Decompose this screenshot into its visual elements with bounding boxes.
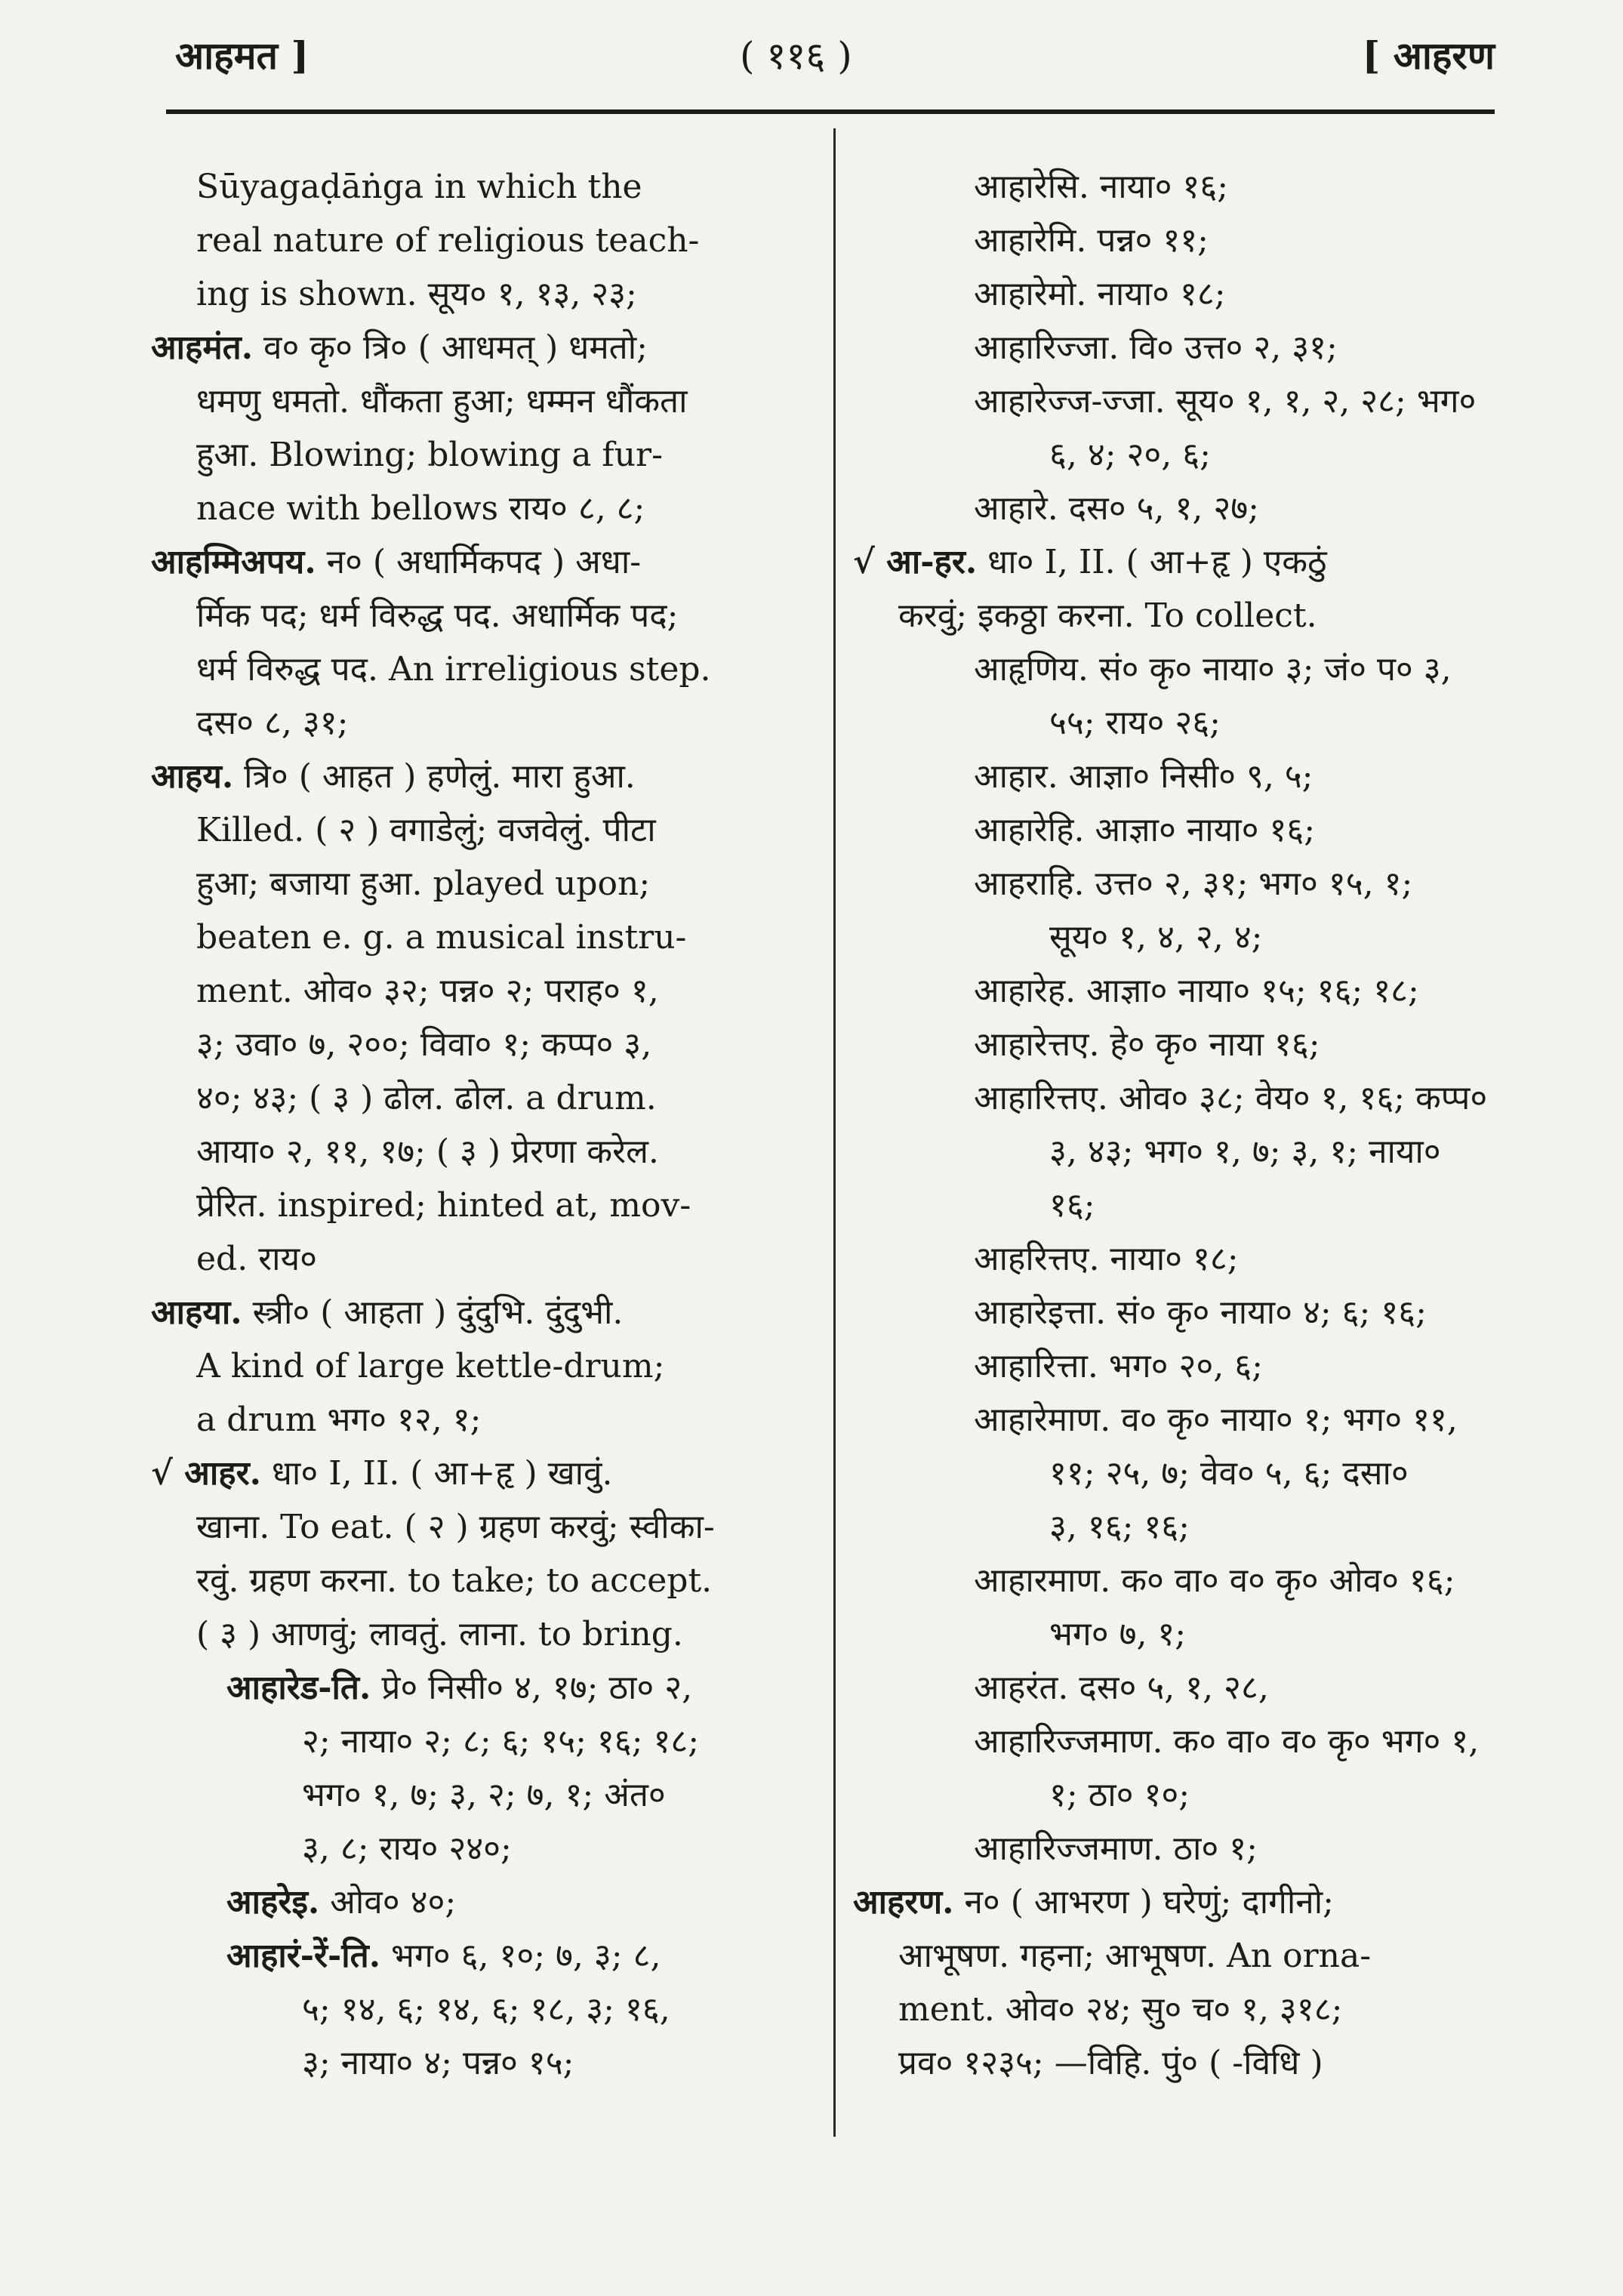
entry-line	[853, 1822, 1502, 1875]
entry-text: nace with bellows राय० ८, ८;	[196, 489, 645, 528]
entry-text: beaten e. g. a musical instru-	[196, 918, 687, 957]
entry-text: सूय० १, ४, २, ४;	[1049, 918, 1263, 957]
entry-text: ओव० ४०;	[319, 1883, 457, 1922]
entry-line	[151, 911, 815, 964]
entry-text: आहारे. दस० ५, १, २७;	[974, 489, 1259, 528]
entry-line	[151, 1232, 815, 1286]
entry-text: आहारेत्तए. हे० कृ० नाया १६;	[974, 1025, 1320, 1064]
entry-line	[853, 1125, 1502, 1179]
entry-line	[853, 696, 1502, 750]
entry-line	[853, 589, 1502, 643]
entry-text: भग० ६, १०; ७, ३; ८,	[380, 1937, 661, 1975]
entry-line	[853, 1286, 1502, 1339]
entry-line	[853, 911, 1502, 964]
entry-line	[853, 803, 1502, 857]
entry-line	[151, 1179, 815, 1232]
entry-line	[151, 1875, 815, 1929]
entry-text: ment. ओव० ३२; पन्न० २; पराह० १,	[196, 972, 659, 1010]
headword: √ आहर.	[151, 1454, 261, 1493]
entry-line	[151, 428, 815, 482]
headword: आहारेड-ति.	[226, 1669, 371, 1707]
entry-line	[151, 1500, 815, 1554]
entry-line	[151, 1822, 815, 1875]
headword: आहमंत.	[151, 328, 254, 367]
entry-text: ५५; राय० २६;	[1049, 704, 1221, 742]
entry-line	[853, 374, 1502, 428]
entry-line	[151, 160, 815, 214]
entry-line	[151, 482, 815, 535]
entry-text: न० ( अधार्मिकपद ) अधा-	[316, 543, 642, 581]
entry-text: ( ३ ) आणवुं; लावतुं. लाना. to bring.	[196, 1615, 683, 1653]
entry-text: भग० १, ७; ३, २; ७, १; अंत०	[302, 1776, 666, 1814]
entry-line	[853, 1929, 1502, 1983]
headword: आहरेइ.	[226, 1883, 320, 1922]
entry-line	[853, 482, 1502, 535]
entry-text: आहारित्ता. भग० २०, ६;	[974, 1347, 1263, 1385]
entry-line	[853, 1500, 1502, 1554]
entry-text: ३, ४३; भग० १, ७; ३, १; नाया०	[1049, 1133, 1441, 1171]
entry-line	[151, 1125, 815, 1179]
entry-line	[853, 535, 1502, 589]
entry-line	[151, 1393, 815, 1447]
entry-text: स्त्री० ( आहता ) दुंदुभि. दुंदुभी.	[242, 1293, 624, 1332]
entry-text: धा० I, II. ( आ+हृ ) खावुं.	[260, 1454, 613, 1493]
entry-line	[853, 267, 1502, 321]
entry-line	[853, 1232, 1502, 1286]
entry-line	[853, 643, 1502, 696]
entry-text: आहारिज्जमाण. ठा० १;	[974, 1829, 1258, 1868]
entry-text: २; नाया० २; ८; ६; १५; १६; १८;	[302, 1722, 700, 1761]
entry-text: आहारेमाण. व० कृ० नाया० १; भग० ११,	[974, 1401, 1458, 1439]
entry-line	[853, 160, 1502, 214]
entry-text: रवुं. ग्रहण करना. to take; to accept.	[196, 1561, 713, 1600]
entry-text: करवुं; इकठ्ठा करना. To collect.	[898, 596, 1317, 635]
entry-text: भग० ७, १;	[1049, 1615, 1187, 1653]
entry-text: न० ( आभरण ) घरेणुं; दागीनो;	[953, 1883, 1334, 1922]
entry-text: १६;	[1049, 1186, 1095, 1225]
entry-line	[151, 1554, 815, 1607]
entry-text: आहरित्तए. नाया० १८;	[974, 1240, 1239, 1278]
entry-line	[151, 750, 815, 803]
entry-text: आहारेसि. नाया० १६;	[974, 168, 1229, 206]
entry-text: Sūyagaḍāṅga in which the	[196, 168, 642, 206]
entry-line	[853, 1715, 1502, 1768]
left-column	[151, 160, 815, 2090]
entry-text: आहारेइत्ता. सं० कृ० नाया० ४; ६; १६;	[974, 1293, 1427, 1332]
entry-text: आहारेहि. आज्ञा० नाया० १६;	[974, 811, 1316, 849]
entry-line	[151, 214, 815, 267]
entry-line	[853, 214, 1502, 267]
entry-line	[853, 1447, 1502, 1500]
entry-text: ३, ८; राय० २४०;	[302, 1829, 512, 1868]
entry-text: real nature of religious teach-	[196, 221, 700, 260]
entry-text: ment. ओव० २४; सु० च० १, ३१८;	[898, 1990, 1343, 2029]
headword: आहया.	[151, 1293, 242, 1332]
entry-text: व० कृ० त्रि० ( आधमत् ) धमतो;	[253, 328, 648, 367]
entry-text: Killed. ( २ ) वगाडेलुं; वजवेलुं. पीटा	[196, 811, 656, 849]
entry-line	[151, 1071, 815, 1125]
entry-line	[853, 1179, 1502, 1232]
entry-text: आहृणिय. सं० कृ० नाया० ३; जं० प० ३,	[974, 650, 1452, 689]
entry-line	[853, 2036, 1502, 2090]
entry-line	[853, 1071, 1502, 1125]
headword: √ आ-हर.	[853, 543, 978, 581]
entry-text: आहारिज्जमाण. क० वा० व० कृ० भग० १,	[974, 1722, 1480, 1761]
entry-line	[853, 1393, 1502, 1447]
entry-text: A kind of large kettle-drum;	[196, 1347, 665, 1385]
entry-text: धमणु धमतो. धौंकता हुआ; धम्मन धौंकता	[196, 382, 688, 421]
entry-text: त्रि० ( आहत ) हणेलुं. मारा हुआ.	[233, 757, 636, 796]
entry-text: आहारेज्ज-ज्जा. सूय० १, १, २, २८; भग०	[974, 382, 1477, 421]
headword: आहारं-रें-ति.	[226, 1937, 381, 1975]
entry-text: ५; १४, ६; १४, ६; १८, ३; १६,	[302, 1990, 670, 2029]
entry-line	[151, 964, 815, 1018]
entry-line	[151, 535, 815, 589]
entry-text: आहारित्तए. ओव० ३८; वेय० १, १६; कप्प०	[974, 1079, 1488, 1117]
entry-text: प्रव० १२३५; —विहि. पुं० ( -विधि )	[898, 2044, 1323, 2082]
right-column	[853, 160, 1502, 2090]
column-divider	[833, 128, 836, 2137]
entry-line	[853, 1018, 1502, 1071]
entry-text: ing is shown. सूय० १, १३, २३;	[196, 275, 637, 313]
header-left-guideword: आहमत ]	[175, 33, 310, 78]
entry-text: आभूषण. गहना; आभूषण. An orna-	[898, 1937, 1372, 1975]
entry-text: दस० ८, ३१;	[196, 704, 349, 742]
entry-text: ११; २५, ७; वेव० ५, ६; दसा०	[1049, 1454, 1409, 1493]
entry-text: ३, १६; १६;	[1049, 1508, 1190, 1546]
entry-text: प्रे० निसी० ४, १७; ठा० २,	[371, 1669, 693, 1707]
entry-line	[853, 1554, 1502, 1607]
entry-text: ६, ४; २०, ६;	[1049, 436, 1211, 474]
entry-text: हुआ; बजाया हुआ. played upon;	[196, 864, 651, 903]
entry-line	[151, 1607, 815, 1661]
entry-text: आहारेमो. नाया० १८;	[974, 275, 1226, 313]
entry-line	[151, 2036, 815, 2090]
entry-line	[151, 1661, 815, 1715]
entry-text: ed. राय०	[196, 1240, 317, 1278]
entry-line	[853, 1339, 1502, 1393]
entry-line	[151, 589, 815, 643]
entry-text: आया० २, ११, १७; ( ३ ) प्रेरणा करेल.	[196, 1133, 659, 1171]
entry-line	[151, 1768, 815, 1822]
headword: आहरण.	[853, 1883, 954, 1922]
header-right-guideword: [ आहरण	[1362, 33, 1495, 78]
entry-line	[151, 1983, 815, 2036]
entry-line	[853, 1768, 1502, 1822]
entry-line	[151, 643, 815, 696]
entry-text: ३; उवा० ७, २००; विवा० १; कप्प० ३,	[196, 1025, 652, 1064]
entry-line	[853, 1983, 1502, 2036]
entry-line	[853, 321, 1502, 374]
entry-line	[151, 857, 815, 911]
entry-text: आहारेह. आज्ञा० नाया० १५; १६; १८;	[974, 972, 1419, 1010]
entry-text: आहारेमि. पन्न० ११;	[974, 221, 1209, 260]
entry-line	[853, 428, 1502, 482]
entry-text: प्रेरित. inspired; hinted at, mov-	[196, 1186, 691, 1225]
entry-text: १; ठा० १०;	[1049, 1776, 1190, 1814]
entry-line	[151, 374, 815, 428]
entry-line	[151, 803, 815, 857]
page-number: ( ११६ )	[740, 34, 852, 78]
entry-line	[151, 1715, 815, 1768]
entry-line	[151, 1929, 815, 1983]
entry-line	[151, 1339, 815, 1393]
entry-text: हुआ. Blowing; blowing a fur-	[196, 436, 663, 474]
headword: आहम्मिअपय.	[151, 543, 316, 581]
entry-text: धा० I, II. ( आ+हृ ) एकठुं	[977, 543, 1327, 581]
entry-text: र्मिक पद; धर्म विरुद्ध पद. अधार्मिक पद;	[196, 596, 679, 635]
entry-text: आहारमाण. क० वा० व० कृ० ओव० १६;	[974, 1561, 1455, 1600]
entry-line	[151, 1286, 815, 1339]
entry-text: आहरंत. दस० ५, १, २८,	[974, 1669, 1269, 1707]
entry-text: आहारिज्जा. वि० उत्त० २, ३१;	[974, 328, 1338, 367]
entry-text: आहराहि. उत्त० २, ३१; भग० १५, १;	[974, 864, 1413, 903]
entry-line	[151, 321, 815, 374]
entry-text: धर्म विरुद्ध पद. An irreligious step.	[196, 650, 711, 689]
entry-line	[853, 750, 1502, 803]
entry-line	[853, 964, 1502, 1018]
entry-text: आहार. आज्ञा० निसी० ९, ५;	[974, 757, 1313, 796]
headword: आहय.	[151, 757, 234, 796]
entry-line	[853, 1875, 1502, 1929]
entry-line	[151, 696, 815, 750]
header-rule	[166, 109, 1495, 114]
entry-line	[853, 857, 1502, 911]
entry-line	[151, 1018, 815, 1071]
entry-line	[151, 267, 815, 321]
entry-line	[853, 1661, 1502, 1715]
entry-text: ४०; ४३; ( ३ ) ढोल. ढोल. a drum.	[196, 1079, 657, 1117]
entry-text: ३; नाया० ४; पन्न० १५;	[302, 2044, 574, 2082]
entry-text: खाना. To eat. ( २ ) ग्रहण करवुं; स्वीका-	[196, 1508, 715, 1546]
entry-line	[151, 1447, 815, 1500]
entry-text: a drum भग० १२, १;	[196, 1401, 482, 1439]
entry-line	[853, 1607, 1502, 1661]
